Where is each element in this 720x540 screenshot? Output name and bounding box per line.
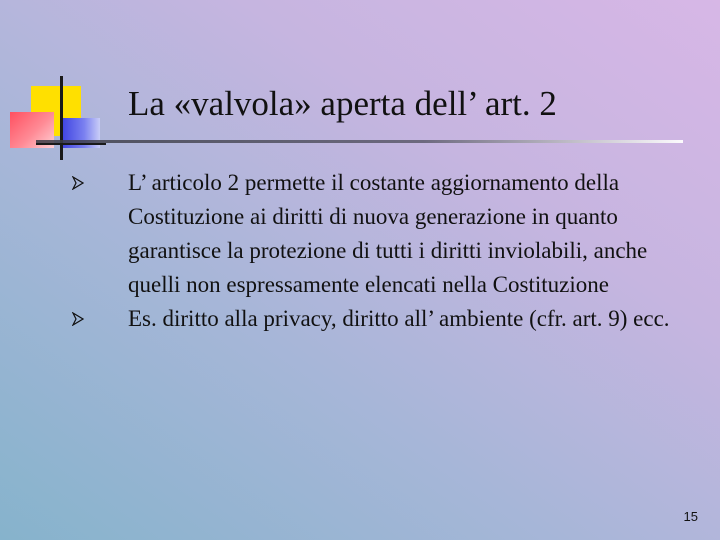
arrowhead-bullet-icon [72, 166, 94, 200]
horizontal-line [36, 143, 106, 145]
page-number: 15 [683, 509, 698, 524]
list-item [72, 302, 692, 336]
slide-title: La «valvola» aperta dell’ art. 2 [128, 84, 557, 123]
arrowhead-bullet-icon [72, 302, 94, 336]
title-divider [36, 140, 683, 143]
bullet-list [72, 166, 692, 336]
list-item [72, 166, 692, 302]
vertical-line [60, 76, 63, 160]
bullet-text: Es. diritto alla privacy, diritto all’ ambiente (cfr. art. 9) ecc. [128, 306, 670, 331]
decorative-squares-logo [0, 0, 120, 170]
bullet-text: L’ articolo 2 permette il costante aggiornamento della Costituzione ai diritti di nuova generazione in quanto garantisce la protezione di tutti i diritti inviolabili, anche quelli non espressamente elencati nella Costituzione [128, 170, 648, 297]
